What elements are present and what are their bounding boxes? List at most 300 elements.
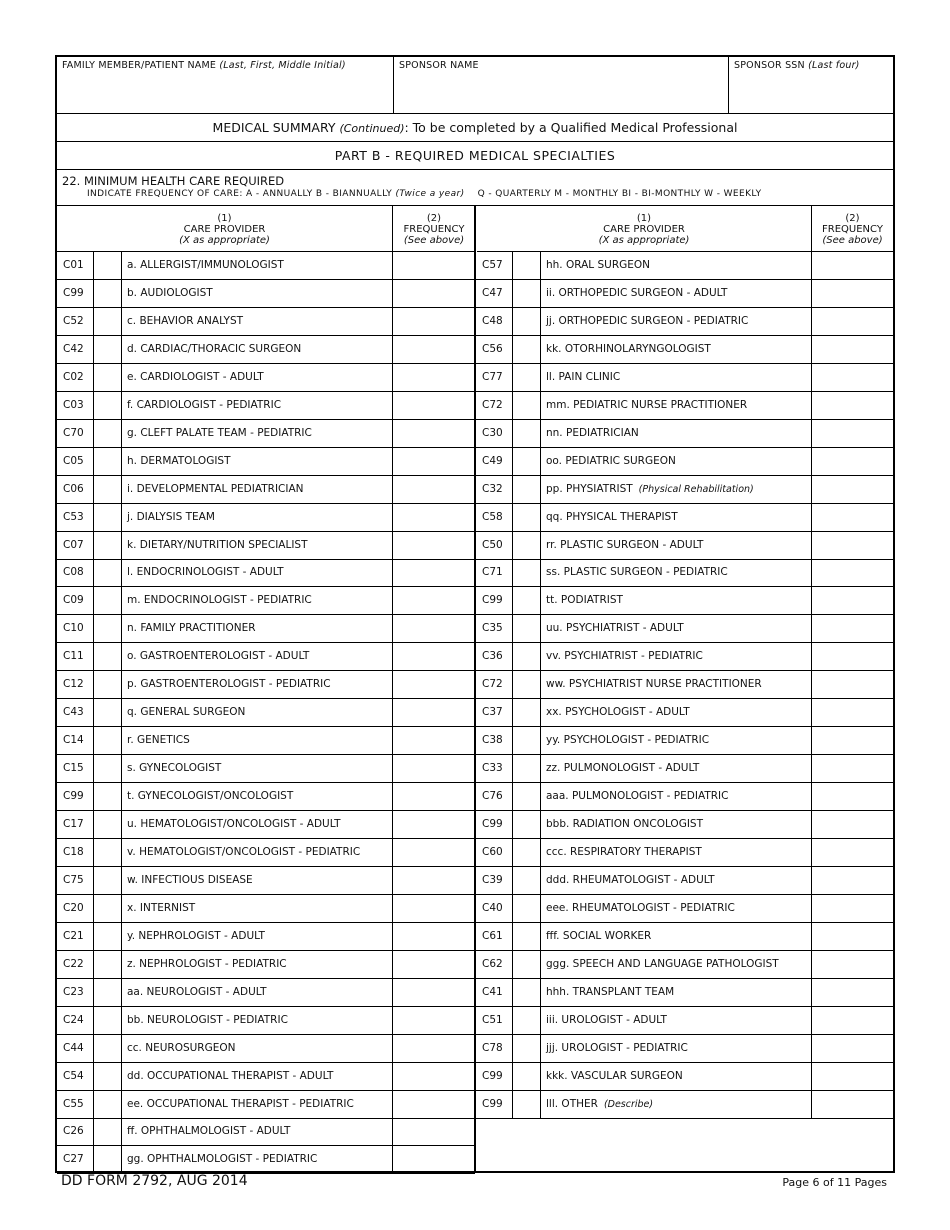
provider-row	[57, 811, 475, 839]
provider-checkbox[interactable]	[94, 1035, 122, 1062]
provider-checkbox[interactable]	[513, 699, 541, 726]
frequency-field[interactable]	[812, 532, 894, 559]
provider-label	[541, 252, 812, 279]
provider-label	[541, 979, 812, 1006]
provider-code: C47	[476, 280, 513, 307]
provider-label-text: c. BEHAVIOR ANALYST	[127, 314, 244, 327]
frequency-field[interactable]	[393, 1035, 475, 1062]
provider-label-text: ll. PAIN CLINIC	[546, 370, 621, 383]
provider-label	[122, 923, 393, 950]
provider-code: C75	[57, 867, 94, 894]
provider-checkbox[interactable]	[513, 476, 541, 503]
provider-row	[476, 448, 894, 476]
provider-checkbox[interactable]	[94, 811, 122, 838]
frequency-field[interactable]	[812, 811, 894, 838]
provider-label-text: kk. OTORHINOLARYNGOLOGIST	[546, 342, 711, 355]
frequency-field[interactable]	[812, 783, 894, 810]
provider-checkbox[interactable]	[94, 308, 122, 335]
provider-label	[541, 364, 812, 391]
frequency-field[interactable]	[812, 615, 894, 642]
provider-code: C53	[57, 504, 94, 531]
frequency-field[interactable]	[812, 392, 894, 419]
left-provider-hint: (X as appropriate)	[179, 235, 270, 246]
provider-code: C49	[476, 448, 513, 475]
provider-checkbox[interactable]	[94, 923, 122, 950]
provider-checkbox[interactable]	[513, 364, 541, 391]
provider-checkbox[interactable]	[513, 504, 541, 531]
provider-label	[541, 755, 812, 782]
provider-row	[57, 699, 475, 727]
title-continued: (Continued)	[339, 122, 405, 135]
provider-row	[476, 783, 894, 811]
frequency-field[interactable]	[393, 839, 475, 866]
frequency-field[interactable]	[812, 280, 894, 307]
provider-label	[541, 587, 812, 614]
medical-summary-title	[57, 114, 893, 142]
frequency-field[interactable]	[393, 336, 475, 363]
provider-row	[476, 587, 894, 615]
provider-row	[57, 420, 475, 448]
frequency-field[interactable]	[812, 1063, 894, 1090]
provider-checkbox[interactable]	[513, 448, 541, 475]
frequency-field[interactable]	[812, 252, 894, 279]
provider-label	[541, 392, 812, 419]
provider-label	[122, 504, 393, 531]
provider-label	[122, 727, 393, 754]
frequency-field[interactable]	[393, 811, 475, 838]
provider-label-text: i. DEVELOPMENTAL PEDIATRICIAN	[127, 482, 304, 495]
provider-code: C44	[57, 1035, 94, 1062]
provider-label	[122, 392, 393, 419]
frequency-field[interactable]	[393, 979, 475, 1006]
provider-code: C43	[57, 699, 94, 726]
provider-label-text: bbb. RADIATION ONCOLOGIST	[546, 818, 704, 830]
provider-label	[122, 895, 393, 922]
provider-label-text: o. GASTROENTEROLOGIST - ADULT	[127, 650, 310, 663]
frequency-field[interactable]	[393, 532, 475, 559]
provider-row	[57, 448, 475, 476]
frequency-field[interactable]	[812, 923, 894, 950]
provider-checkbox[interactable]	[94, 867, 122, 894]
provider-code: C99	[57, 783, 94, 810]
provider-row	[57, 783, 475, 811]
frequency-field[interactable]	[812, 448, 894, 475]
provider-checkbox[interactable]	[94, 979, 122, 1006]
provider-code: C58	[476, 504, 513, 531]
provider-checkbox[interactable]	[94, 532, 122, 559]
provider-label-text: e. CARDIOLOGIST - ADULT	[127, 370, 264, 383]
frequency-field[interactable]	[393, 587, 475, 614]
provider-label	[122, 448, 393, 475]
provider-label	[122, 755, 393, 782]
left-provider-num: (1)	[217, 213, 232, 224]
provider-checkbox[interactable]	[513, 1063, 541, 1090]
frequency-legend-a: INDICATE FREQUENCY OF CARE: A - ANNUALLY B - BIANNUALLY	[87, 189, 393, 199]
frequency-field[interactable]	[393, 559, 475, 586]
provider-row	[57, 1146, 475, 1174]
provider-code: C39	[476, 867, 513, 894]
provider-code: C99	[476, 1063, 513, 1090]
provider-checkbox[interactable]	[94, 839, 122, 866]
provider-code: C55	[57, 1091, 94, 1118]
frequency-field[interactable]	[393, 923, 475, 950]
provider-label	[541, 308, 812, 335]
provider-label-text: aa. NEUROLOGIST - ADULT	[127, 985, 267, 998]
provider-row	[476, 559, 894, 587]
left-provider-title: CARE PROVIDER	[183, 224, 266, 235]
frequency-field[interactable]	[812, 504, 894, 531]
provider-checkbox[interactable]	[94, 559, 122, 586]
provider-label	[541, 895, 812, 922]
provider-checkbox[interactable]	[513, 671, 541, 698]
provider-label	[122, 476, 393, 503]
provider-code: C57	[476, 252, 513, 279]
provider-row	[57, 1091, 475, 1119]
provider-label-text: ddd. RHEUMATOLOGIST - ADULT	[546, 873, 715, 886]
right-provider-hint: (X as appropriate)	[598, 235, 690, 246]
frequency-field[interactable]	[812, 308, 894, 335]
provider-label-text: kkk. VASCULAR SURGEON	[546, 1069, 683, 1082]
provider-checkbox[interactable]	[94, 420, 122, 447]
provider-label	[122, 364, 393, 391]
provider-code: C12	[57, 671, 94, 698]
frequency-field[interactable]	[393, 727, 475, 754]
provider-label	[122, 1118, 393, 1145]
provider-checkbox[interactable]	[513, 755, 541, 782]
frequency-field[interactable]	[393, 252, 475, 279]
provider-row	[476, 1007, 894, 1035]
frequency-field[interactable]	[812, 671, 894, 698]
frequency-field[interactable]	[393, 364, 475, 391]
sponsor-ssn-label: SPONSOR SSN	[734, 60, 805, 71]
provider-checkbox[interactable]	[94, 699, 122, 726]
frequency-field[interactable]	[812, 587, 894, 614]
provider-code: C20	[57, 895, 94, 922]
frequency-field[interactable]	[393, 1007, 475, 1034]
provider-checkbox[interactable]	[513, 811, 541, 838]
provider-code: C41	[476, 979, 513, 1006]
provider-row	[57, 615, 475, 643]
provider-checkbox[interactable]	[94, 448, 122, 475]
provider-label-text: hhh. TRANSPLANT TEAM	[546, 985, 675, 998]
provider-label-note: (Describe)	[603, 1098, 654, 1110]
provider-row	[476, 671, 894, 699]
frequency-field[interactable]	[812, 951, 894, 978]
provider-checkbox[interactable]	[513, 280, 541, 307]
provider-label-text: cc. NEUROSURGEON	[127, 1041, 236, 1054]
provider-checkbox[interactable]	[513, 1007, 541, 1034]
frequency-field[interactable]	[812, 1007, 894, 1034]
frequency-field[interactable]	[812, 699, 894, 726]
provider-label-text: ww. PSYCHIATRIST NURSE PRACTITIONER	[546, 678, 762, 691]
frequency-field[interactable]	[812, 727, 894, 754]
provider-code: C11	[57, 643, 94, 670]
provider-row	[476, 532, 894, 560]
patient-name-input[interactable]	[61, 87, 389, 109]
provider-row	[476, 392, 894, 420]
provider-label-text: jjj. UROLOGIST - PEDIATRIC	[546, 1041, 688, 1054]
provider-code: C50	[476, 532, 513, 559]
frequency-field[interactable]	[393, 867, 475, 894]
provider-checkbox[interactable]	[94, 1091, 122, 1118]
provider-checkbox[interactable]	[513, 1091, 541, 1118]
right-freq-num: (2)	[845, 213, 860, 224]
provider-row	[476, 923, 894, 951]
section-22-heading: 22. MINIMUM HEALTH CARE REQUIRED	[62, 174, 285, 188]
provider-code: C33	[476, 755, 513, 782]
provider-label	[541, 951, 812, 978]
provider-checkbox[interactable]	[94, 755, 122, 782]
sponsor-ssn-cell[interactable]	[729, 57, 893, 113]
frequency-field[interactable]	[812, 643, 894, 670]
provider-label	[541, 839, 812, 866]
provider-checkbox[interactable]	[94, 643, 122, 670]
frequency-field[interactable]	[393, 643, 475, 670]
sponsor-name-input[interactable]	[398, 87, 724, 109]
frequency-field[interactable]	[812, 755, 894, 782]
provider-checkbox[interactable]	[94, 280, 122, 307]
provider-row	[57, 1063, 475, 1091]
provider-label	[541, 867, 812, 894]
provider-label-text: qq. PHYSICAL THERAPIST	[546, 510, 678, 523]
provider-code: C99	[476, 1091, 513, 1118]
provider-code: C23	[57, 979, 94, 1006]
provider-label	[122, 643, 393, 670]
provider-label-text: m. ENDOCRINOLOGIST - PEDIATRIC	[127, 594, 312, 607]
provider-checkbox[interactable]	[513, 867, 541, 894]
provider-label	[122, 1091, 393, 1118]
frequency-field[interactable]	[812, 867, 894, 894]
provider-label-note: (Physical Rehabilitation)	[638, 483, 754, 495]
provider-checkbox[interactable]	[513, 615, 541, 642]
provider-label	[541, 615, 812, 642]
provider-checkbox[interactable]	[513, 839, 541, 866]
provider-checkbox[interactable]	[94, 252, 122, 279]
provider-row	[57, 1118, 475, 1146]
frequency-field[interactable]	[393, 755, 475, 782]
provider-label	[541, 504, 812, 531]
provider-label	[122, 252, 393, 279]
frequency-field[interactable]	[393, 1118, 475, 1145]
frequency-field[interactable]	[812, 559, 894, 586]
provider-checkbox[interactable]	[513, 587, 541, 614]
provider-checkbox[interactable]	[513, 895, 541, 922]
frequency-legend	[87, 189, 762, 199]
provider-checkbox[interactable]	[94, 504, 122, 531]
provider-label-text: s. GYNECOLOGIST	[127, 762, 222, 775]
provider-row	[476, 420, 894, 448]
provider-checkbox[interactable]	[513, 1035, 541, 1062]
provider-row	[476, 615, 894, 643]
frequency-field[interactable]	[393, 392, 475, 419]
frequency-legend-b: Q - QUARTERLY M - MONTHLY BI - BI-MONTHLY W - WEEKLY	[477, 189, 762, 199]
provider-label-text: eee. RHEUMATOLOGIST - PEDIATRIC	[546, 901, 735, 914]
frequency-field[interactable]	[393, 1146, 475, 1173]
provider-label	[122, 587, 393, 614]
provider-row	[57, 559, 475, 587]
provider-label-text: ff. OPHTHALMOLOGIST - ADULT	[127, 1125, 291, 1138]
frequency-field[interactable]	[393, 699, 475, 726]
left-freq-title: FREQUENCY	[403, 224, 465, 235]
frequency-field[interactable]	[393, 1063, 475, 1090]
frequency-field[interactable]	[393, 420, 475, 447]
provider-code: C26	[57, 1118, 94, 1145]
provider-checkbox[interactable]	[513, 392, 541, 419]
provider-checkbox[interactable]	[513, 727, 541, 754]
provider-label-text: ee. OCCUPATIONAL THERAPIST - PEDIATRIC	[127, 1097, 354, 1110]
provider-label-text: g. CLEFT PALATE TEAM - PEDIATRIC	[127, 426, 312, 439]
provider-label-text: w. INFECTIOUS DISEASE	[127, 873, 253, 886]
title-main: MEDICAL SUMMARY	[212, 120, 336, 135]
sponsor-name-cell[interactable]	[394, 57, 729, 113]
frequency-field[interactable]	[812, 839, 894, 866]
provider-checkbox[interactable]	[94, 895, 122, 922]
provider-label-text: b. AUDIOLOGIST	[127, 286, 213, 299]
provider-label	[541, 420, 812, 447]
provider-checkbox[interactable]	[94, 587, 122, 614]
provider-label-text: uu. PSYCHIATRIST - ADULT	[546, 622, 684, 635]
provider-label-text: n. FAMILY PRACTITIONER	[127, 622, 256, 635]
provider-checkbox[interactable]	[513, 532, 541, 559]
frequency-field[interactable]	[393, 783, 475, 810]
provider-checkbox[interactable]	[94, 951, 122, 978]
frequency-field[interactable]	[812, 420, 894, 447]
provider-label	[122, 699, 393, 726]
frequency-field[interactable]	[812, 895, 894, 922]
provider-code: C22	[57, 951, 94, 978]
provider-checkbox[interactable]	[94, 671, 122, 698]
frequency-field[interactable]	[393, 448, 475, 475]
provider-code: C15	[57, 755, 94, 782]
provider-row	[476, 839, 894, 867]
frequency-field[interactable]	[812, 364, 894, 391]
frequency-field[interactable]	[393, 504, 475, 531]
provider-label-text: y. NEPHROLOGIST - ADULT	[127, 929, 265, 942]
section-22-header	[57, 170, 893, 206]
provider-label	[122, 280, 393, 307]
provider-checkbox[interactable]	[94, 783, 122, 810]
provider-label-text: r. GENETICS	[127, 734, 190, 747]
provider-checkbox[interactable]	[513, 420, 541, 447]
provider-checkbox[interactable]	[513, 979, 541, 1006]
provider-row	[476, 727, 894, 755]
provider-row	[57, 336, 475, 364]
provider-code: C77	[476, 364, 513, 391]
left-freq-hint: (See above)	[403, 235, 465, 246]
provider-label-text: j. DIALYSIS TEAM	[127, 510, 215, 523]
frequency-field[interactable]	[812, 476, 894, 503]
patient-name-cell[interactable]	[57, 57, 394, 113]
provider-row	[57, 392, 475, 420]
provider-row	[57, 839, 475, 867]
provider-checkbox[interactable]	[513, 643, 541, 670]
provider-label	[541, 1007, 812, 1034]
provider-label-text: l. ENDOCRINOLOGIST - ADULT	[127, 566, 284, 579]
provider-row	[57, 755, 475, 783]
provider-checkbox[interactable]	[94, 1063, 122, 1090]
provider-code: C61	[476, 923, 513, 950]
page-number: Page 6 of 11 Pages	[782, 1176, 887, 1189]
provider-checkbox[interactable]	[513, 252, 541, 279]
frequency-field[interactable]	[393, 671, 475, 698]
provider-row	[57, 532, 475, 560]
left-frequency-header	[393, 206, 475, 252]
provider-code: C51	[476, 1007, 513, 1034]
frequency-legend-twice: (Twice a year)	[395, 189, 465, 199]
provider-code: C42	[57, 336, 94, 363]
provider-label	[122, 336, 393, 363]
frequency-field[interactable]	[393, 615, 475, 642]
provider-checkbox[interactable]	[513, 923, 541, 950]
provider-code: C62	[476, 951, 513, 978]
provider-row	[476, 308, 894, 336]
provider-row	[476, 364, 894, 392]
frequency-field[interactable]	[393, 1091, 475, 1118]
sponsor-ssn-input[interactable]	[733, 87, 889, 109]
provider-label-text: f. CARDIOLOGIST - PEDIATRIC	[127, 398, 282, 411]
provider-code: C06	[57, 476, 94, 503]
provider-label	[541, 699, 812, 726]
provider-code: C72	[476, 392, 513, 419]
provider-label	[541, 923, 812, 950]
provider-checkbox[interactable]	[94, 1146, 122, 1173]
provider-checkbox[interactable]	[94, 392, 122, 419]
frequency-field[interactable]	[393, 280, 475, 307]
provider-row	[476, 951, 894, 979]
provider-checkbox[interactable]	[513, 308, 541, 335]
provider-label	[122, 811, 393, 838]
provider-label-text: tt. PODIATRIST	[546, 594, 623, 607]
provider-label	[541, 336, 812, 363]
provider-checkbox[interactable]	[94, 336, 122, 363]
provider-label	[541, 643, 812, 670]
frequency-field[interactable]	[812, 336, 894, 363]
frequency-field[interactable]	[393, 951, 475, 978]
provider-checkbox[interactable]	[513, 783, 541, 810]
frequency-field[interactable]	[393, 476, 475, 503]
provider-checkbox[interactable]	[513, 336, 541, 363]
provider-row	[476, 1091, 894, 1119]
provider-checkbox[interactable]	[513, 951, 541, 978]
provider-label-text: v. HEMATOLOGIST/ONCOLOGIST - PEDIATRIC	[127, 845, 361, 858]
provider-checkbox[interactable]	[94, 615, 122, 642]
frequency-field[interactable]	[812, 1091, 894, 1118]
provider-code: C37	[476, 699, 513, 726]
provider-row	[476, 1035, 894, 1063]
provider-row	[476, 476, 894, 504]
provider-checkbox[interactable]	[94, 1118, 122, 1145]
provider-checkbox[interactable]	[94, 727, 122, 754]
provider-row	[476, 336, 894, 364]
left-freq-num: (2)	[426, 213, 442, 224]
frequency-field[interactable]	[812, 979, 894, 1006]
provider-checkbox[interactable]	[513, 559, 541, 586]
provider-row	[476, 895, 894, 923]
provider-code: C72	[476, 671, 513, 698]
provider-label-text: ggg. SPEECH AND LANGUAGE PATHOLOGIST	[546, 957, 779, 970]
provider-checkbox[interactable]	[94, 1007, 122, 1034]
provider-label-text: vv. PSYCHIATRIST - PEDIATRIC	[546, 650, 703, 663]
frequency-field[interactable]	[393, 308, 475, 335]
frequency-field[interactable]	[393, 895, 475, 922]
provider-label-text: p. GASTROENTEROLOGIST - PEDIATRIC	[127, 678, 331, 691]
frequency-field[interactable]	[812, 1035, 894, 1062]
provider-checkbox[interactable]	[94, 476, 122, 503]
provider-code: C02	[57, 364, 94, 391]
provider-row	[57, 308, 475, 336]
provider-label	[122, 979, 393, 1006]
provider-checkbox[interactable]	[94, 364, 122, 391]
